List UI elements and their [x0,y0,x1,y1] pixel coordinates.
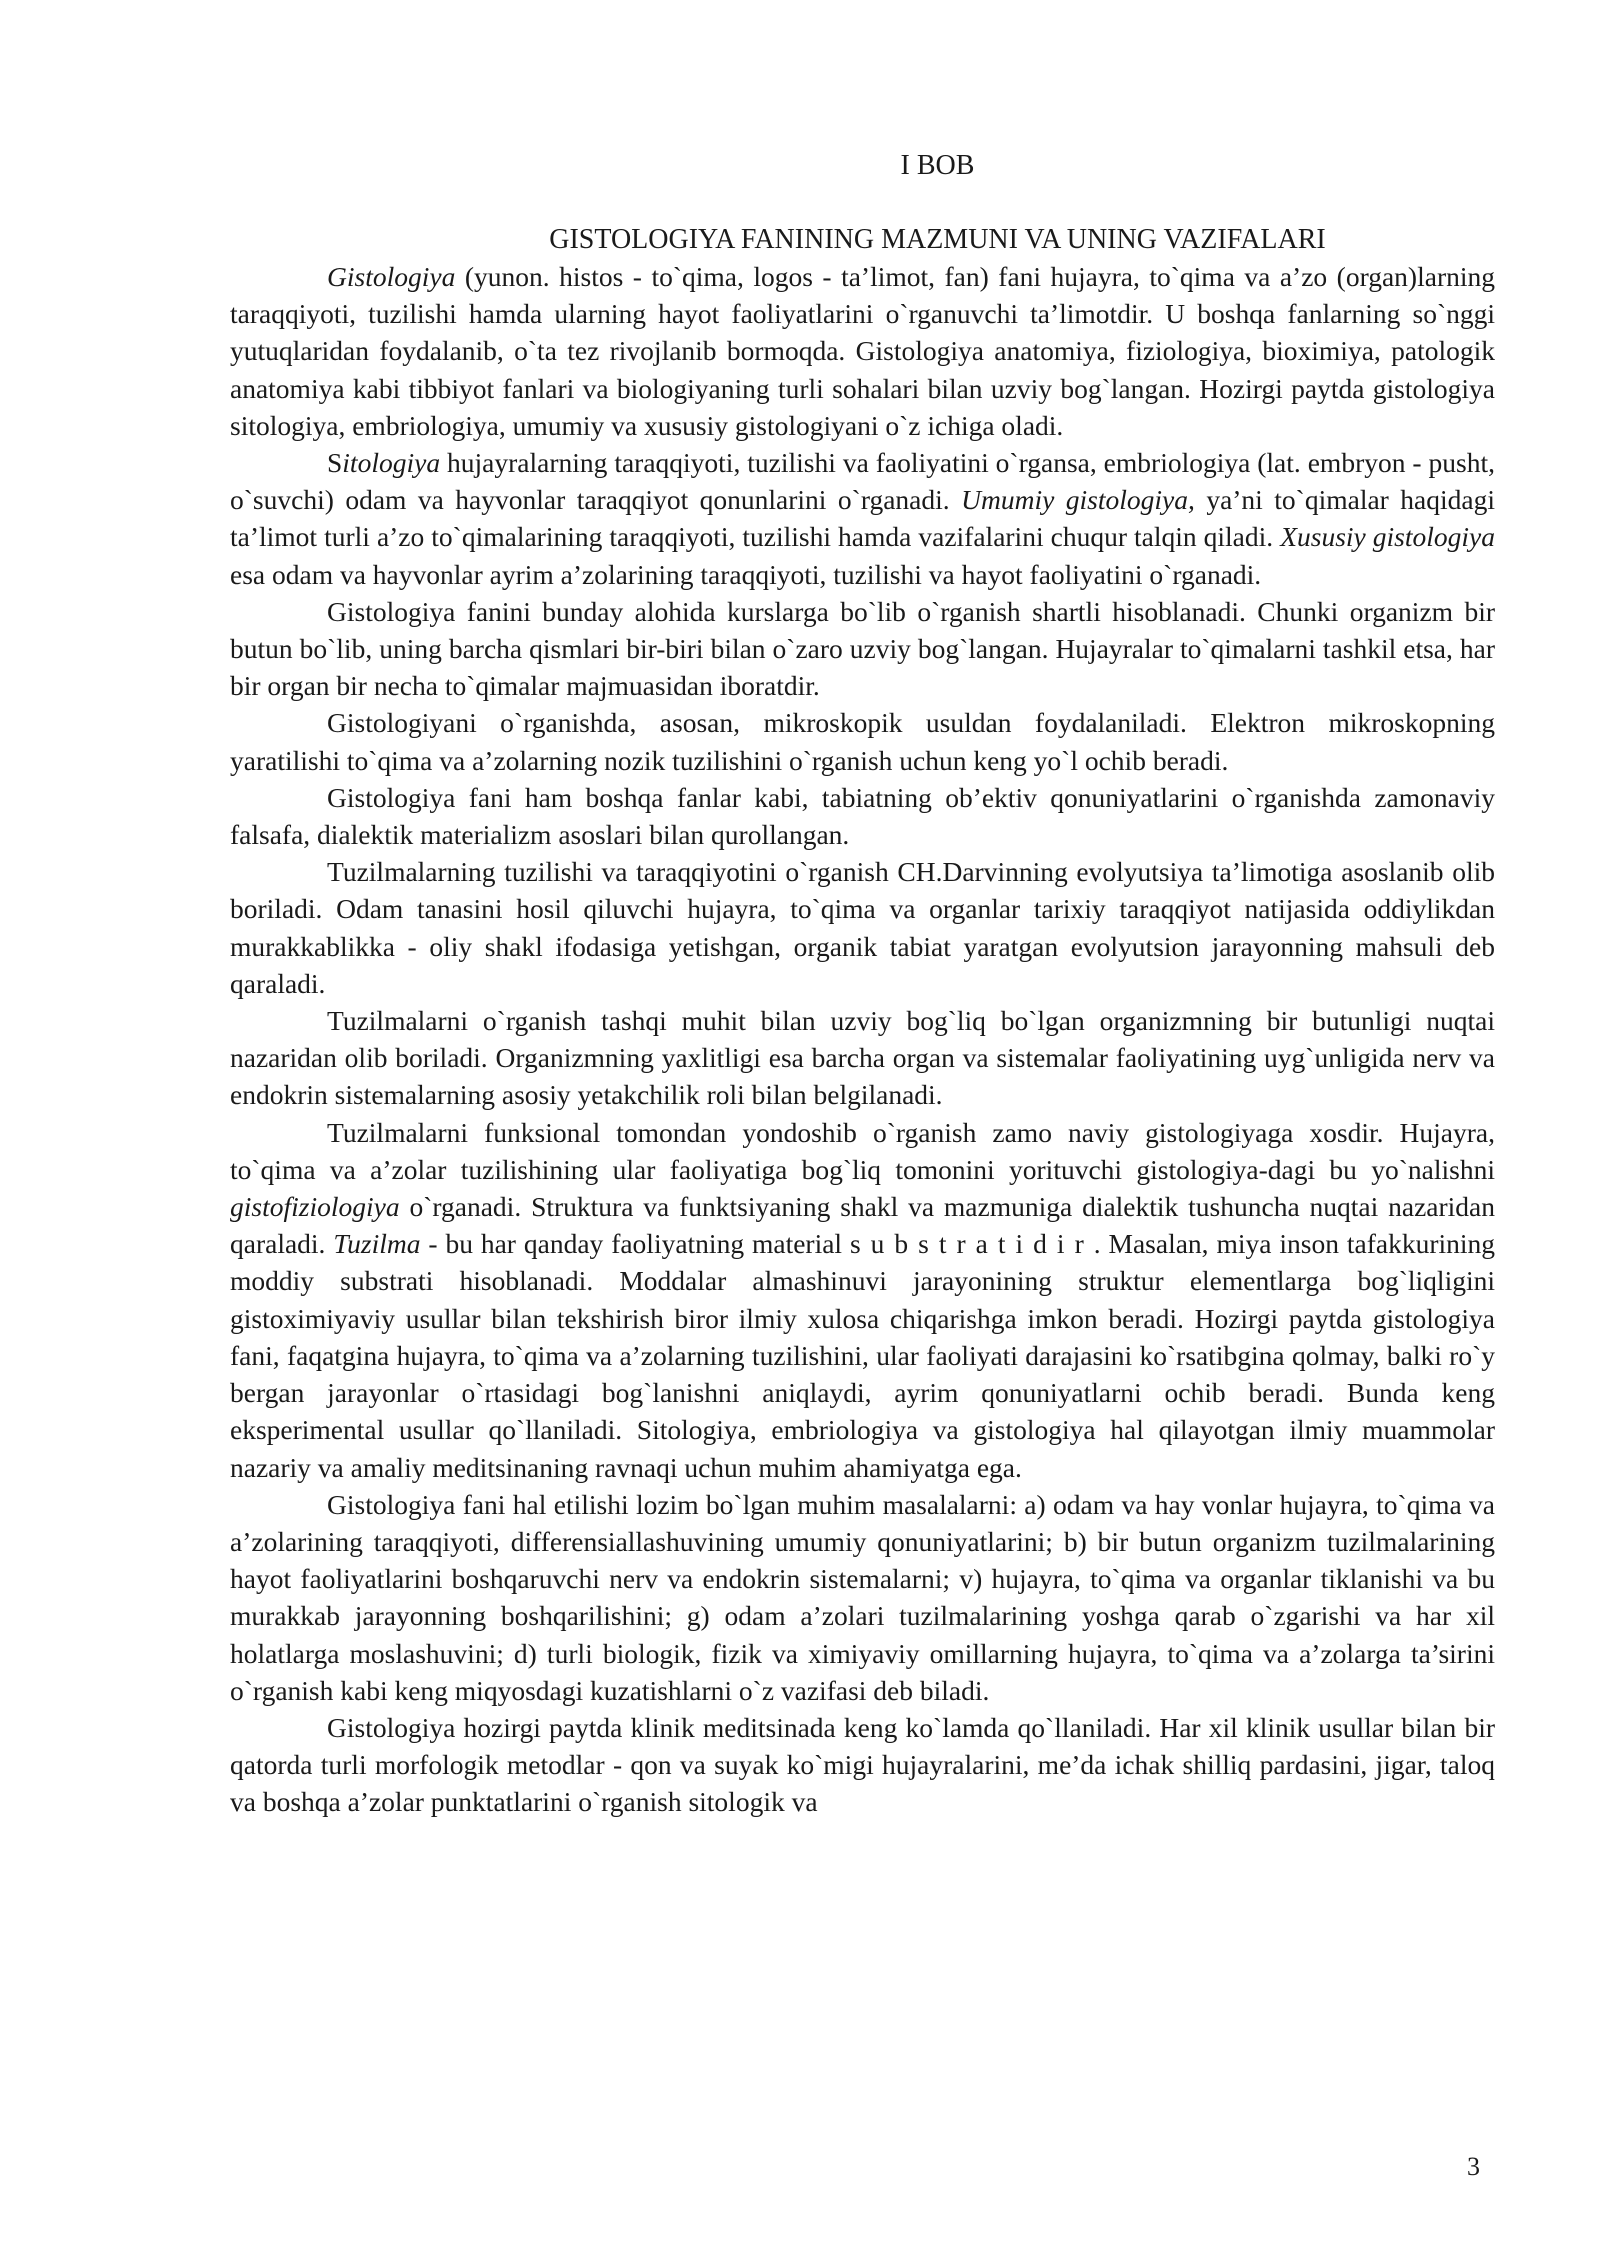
paragraph [230,1114,1495,1486]
italic-term: itologiya [342,447,441,479]
text-segment: Tuzilmalarni funksional tomondan yondoshib o`rganish zamo naviy gistologiyaga xosdir. Hujayra, to`qima va a’zolar tuzilishining ular faoliyatiga bog`liq tomonini yorituvchi gistologiya-dagi bu yo`nalishni [230,1116,1495,1185]
text-segment: - bu har qanday faoliyatning material [420,1228,850,1260]
section-title: GISTOLOGIYA FANINING MAZMUNI VA UNING VAZIFALARI [549,224,1326,255]
text-segment: . Masalan, miya inson tafakkurining moddiy substrati hisoblanadi. Moddalar almashinuvi jarayonining struktur elementlarga bog`liqligini gistoximiyaviy usullar bilan tekshirish biror ilmiy xulosa chiqarishga imkon beradi. Hozirgi paytda gistologiya fani, faqatgina hujayra, to`qima va a’zolarning tuzilishini, ular faoliyati darajasini ko`rsatibgina qolmay, balki ro`y bergan jarayonlar o`rtasidagi bog`lanishni aniqlaydi, ayrim qonuniyatlarni ochib beradi. Bunda keng eksperimental usullar qo`llaniladi. Sitologiya, embriologiya va gistologiya hal qilayotgan ilmiy muammolar nazariy va amaliy meditsinaning ravnaqi uchun muhim ahamiyatga ega. [230,1228,1496,1483]
text-segment: ya’ni to`qimalar haqidagi ta’limot turli a’zo to`qimalarining taraqqiyoti, tuzilishi hamda vazifalarini chuqur talqin qiladi. [230,484,1495,553]
paragraph [230,593,1495,705]
chapter-heading: I BOB [900,150,975,181]
text-segment: Gistologiya fani ham boshqa fanlar kabi, tabiatning ob’ektiv qonuniyatlarini o`rganishda zamonaviy falsafa, dialektik materializm asoslari bilan qurollangan. [230,781,1495,851]
text-segment: esa odam va hayvonlar ayrim a’zolarining taraqqiyoti, tuzilishi va hayot faoliyatini o`rganadi. [230,558,1262,590]
italic-term: Tuzilma [333,1228,421,1260]
page-number: 3 [1467,2152,1480,2181]
italic-term: Xususiy gistologiya [1280,521,1495,553]
text-segment: (yunon. histos - to`qima, logos - ta’limot, fan) fani hujayra, to`qima va a’zo (organ)larning taraqqiyoti, tuzilishi hamda ularning hayot faoliyatlarini o`rganuvchi ta’limotdir. U boshqa fanlarning so`nggi yutuqlaridan foydalanib, o`ta tez rivojlanib bormoqda. Gistologiya anatomiya, fiziologiya, bioximiya, patologik anatomiya kabi tibbiyot fanlari va biologiyaning turli sohalari bilan uzviy bog`langan. Hozirgi paytda gistologiya sitologiya, embriologiya, umumiy va xususiy gistologiyani o`z ichiga oladi. [230,261,1495,441]
text-segment: Gistologiya fani hal etilishi lozim bo`lgan muhim masalalarni: a) odam va hay vonlar hujayra, to`qima va a’zolarining taraqqiyoti, differensiallashuvining umumiy qonuniyatlarini; b) bir butun organizm tuzilmalarining hayot faoliyatlarini boshqaruvchi nerv va endokrin sistemalarni; v) hujayra, to`qima va organlar tiklanishi va bu murakkab jarayonning boshqarilishini; g) odam a’zolari tuzilmalarining yoshga qarab o`zgarishi va har xil holatlarga moslashuvini; d) turli biologik, fizik va ximiyaviy omillarning hujayra, to`qima va a’zolarga ta’sirini o`rganish kabi keng miqyosdagi kuzatishlarni o`z vazifasi deb biladi. [230,1488,1495,1706]
paragraph [230,1486,1495,1709]
paragraph [230,704,1495,778]
text-segment: Gistologiyani o`rganishda, asosan, mikroskopik usuldan foydalaniladi. Elektron mikroskopning yaratilishi to`qima va a’zolarning nozik tuzilishini o`rganish uchun keng yo`l ochib beradi. [230,707,1495,776]
paragraph [230,444,1495,593]
spaced-term: substratidir [849,1228,1094,1260]
text-segment: Gistologiya fanini bunday alohida kurslarga bo`lib o`rganish shartli hisoblanadi. Chunki organizm bir butun bo`lib, uning barcha qismlari bir-biri bilan o`zaro uzviy bog`langan. Hujayralar to`qimalarni tashkil etsa, har bir organ bir necha to`qimalar majmuasidan iboratdir. [230,595,1495,702]
italic-term: Gistologiya [327,261,456,292]
paragraph [230,779,1495,853]
italic-term: Umumiy gistologiya, [961,484,1195,516]
document-page [230,148,1495,1821]
paragraph [230,1709,1495,1821]
paragraph [230,258,1495,444]
paragraph [230,853,1495,1002]
body-text [230,258,1495,1821]
text-segment: o`rganadi. Struktura va funktsiyaning shakl va mazmuniga dialektik tushuncha nuqtai nazaridan qaraladi. [230,1191,1495,1260]
italic-term: gistofiziologiya [230,1191,400,1223]
text-segment: Gistologiya hozirgi paytda klinik meditsinada keng ko`lamda qo`llaniladi. Har xil klinik usullar bilan bir qatorda turli morfologik metodlar - qon va suyak ko`migi hujayralarini, me’da ichak shilliq pardasini, jigar, taloq va boshqa a’zolar punktatlarini o`rganish sitologik va [230,1711,1495,1818]
paragraph [230,1002,1495,1114]
text-segment: Tuzilmalarning tuzilishi va taraqqiyotini o`rganish CH.Darvinning evolyutsiya ta’limotiga asoslanib olib boriladi. Odam tanasini hosil qiluvchi hujayra, to`qima va organlar tarixiy taraqqiyot natijasida oddiylikdan murakkablikka - oliy shakl ifodasiga yetishgan, organik tabiat yaratgan evolyutsion jarayonning mahsuli deb qaraladi. [230,856,1495,999]
text-segment: Tuzilmalarni o`rganish tashqi muhit bilan uzviy bog`liq bo`lgan organizmning bir butunligi nuqtai nazaridan olib boriladi. Organizmning yaxlitligi esa barcha organ va sistemalar faoliyatining uyg`unligida nerv va endokrin sistemalarning asosiy yetakchilik roli bilan belgilanadi. [230,1005,1495,1111]
text-segment: S [327,447,343,479]
text-segment: hujayralarning taraqqiyoti, tuzilishi va faoliyatini o`rgansa, embriologiya (lat. embryon - pusht, o`suvchi) odam va hayvonlar taraqqiyot qonunlarini o`rganadi. [230,447,1495,516]
